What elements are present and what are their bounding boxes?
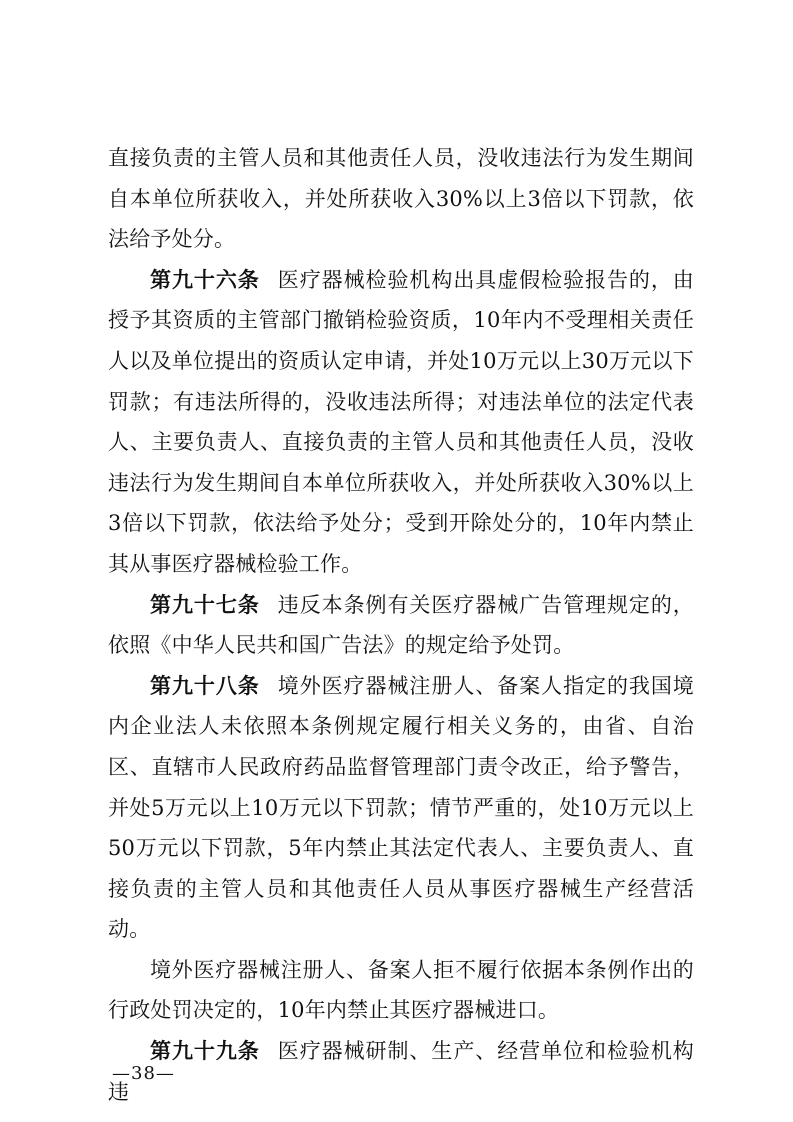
paragraph-text: 医疗器械研制、生产、经营单位和检验机构违 [108, 1039, 694, 1104]
article-96 [108, 260, 694, 585]
article-97 [108, 585, 694, 666]
article-number: 第九十七条 [150, 591, 260, 617]
paragraph-text: 境外医疗器械注册人、备案人指定的我国境内企业法人未依照本条例规定履行相关义务的，由省、自治区、直辖市人民政府药品监督管理部门责令改正，给予警告，并处5万元以上10万元以下罚款；情节严重的，处10万元以上50万元以下罚款，5年内禁止其法定代表人、主要负责人、直接负责的主管人员和其他责任人员从事医疗器械生产经营活动。 [108, 673, 694, 942]
regulation-body-text [108, 138, 694, 1112]
paragraph-text: 直接负责的主管人员和其他责任人员，没收违法行为发生期间自本单位所获收入，并处所获收入30%以上3倍以下罚款，依法给予处分。 [108, 146, 694, 252]
paragraph-text: 医疗器械检验机构出具虚假检验报告的，由授予其资质的主管部门撤销检验资质，10年内不受理相关责任人以及单位提出的资质认定申请，并处10万元以上30万元以下罚款；有违法所得的，没收违法所得；对违法单位的法定代表人、主要负责人、直接负责的主管人员和其他责任人员，没收违法行为发生期间自本单位所获收入，并处所获收入30%以上3倍以下罚款，依法给予处分；受到开除处分的，10年内禁止其从事医疗器械检验工作。 [108, 267, 694, 576]
paragraph-text: 违反本条例有关医疗器械广告管理规定的，依照《中华人民共和国广告法》的规定给予处罚。 [108, 592, 694, 658]
page-number: —38— [112, 1063, 175, 1084]
article-98-clause-2 [108, 950, 694, 1031]
article-number: 第九十八条 [150, 672, 260, 698]
paragraph-continuation [108, 138, 694, 260]
article-number: 第九十六条 [150, 266, 260, 292]
article-number: 第九十九条 [150, 1038, 260, 1064]
paragraph-text: 境外医疗器械注册人、备案人拒不履行依据本条例作出的行政处罚决定的，10年内禁止其医疗器械进口。 [108, 957, 694, 1023]
article-98 [108, 666, 694, 950]
article-99 [108, 1031, 694, 1112]
